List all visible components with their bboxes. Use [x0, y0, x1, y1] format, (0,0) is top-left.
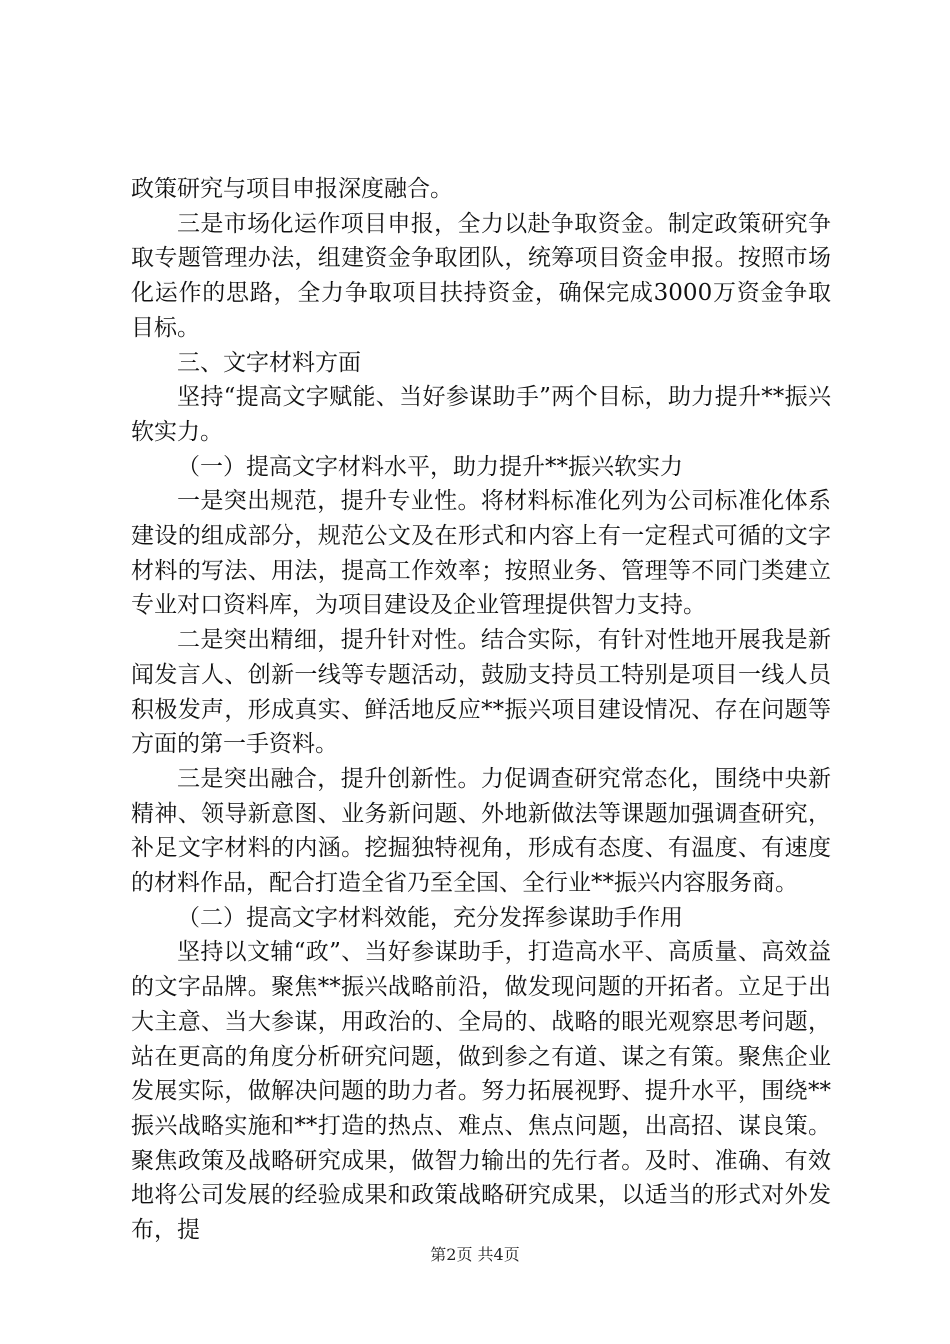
subsection-heading-1: （一）提高文字材料水平，助力提升**振兴软实力	[177, 453, 683, 480]
paragraph-7: 坚持以文辅“政”、当好参谋助手，打造高水平、高质量、高效益的文字品牌。聚焦**振兴战略前沿，做发现问题的开拓者。立足于出大主意、当大参谋，用政治的、全局的、战略的眼光观察思考问题，站在更高的角度分析研究问题，做到参之有道、谋之有策。聚焦企业发展实际，做解决问题的助力者。努力拓展视野、提升水平，围绕**振兴战略实施和**打造的热点、难点、焦点问题，出高招、谋良策。聚焦政策及战略研究成果，做智力输出的先行者。及时、准确、有效地将公司发展的经验成果和政策战略研究成果，以适当的形式对外发布，提	[131, 939, 831, 1244]
subsection-heading-2: （二）提高文字材料效能，充分发挥参谋助手作用	[177, 904, 683, 931]
page-footer: 第2页 共4页	[430, 1245, 520, 1264]
document-body	[131, 172, 831, 1248]
paragraph-2: 三是市场化运作项目申报，全力以赴争取资金。制定政策研究争取专题管理办法，组建资金争取团队，统筹项目资金申报。按照市场化运作的思路，全力争取项目扶持资金，确保完成3000万资金争取目标。	[131, 210, 831, 341]
paragraph-6: 三是突出融合，提升创新性。力促调查研究常态化，围绕中央新精神、领导新意图、业务新问题、外地新做法等课题加强调查研究，补足文字材料的内涵。挖掘独特视角，形成有态度、有温度、有速度的材料作品，配合打造全省乃至全国、全行业**振兴内容服务商。	[131, 765, 831, 897]
paragraph-5: 二是突出精细，提升针对性。结合实际，有针对性地开展我是新闻发言人、创新一线等专题活动，鼓励支持员工特别是项目一线人员积极发声，形成真实、鲜活地反应**振兴项目建设情况、存在问题等方面的第一手资料。	[131, 627, 831, 758]
paragraph-1: 政策研究与项目申报深度融合。	[131, 176, 453, 202]
paragraph-3: 坚持“提高文字赋能、当好参谋助手”两个目标，助力提升**振兴软实力。	[131, 384, 831, 445]
paragraph-4: 一是突出规范，提升专业性。将材料标准化列为公司标准化体系建设的组成部分，规范公文及在形式和内容上有一定程式可循的文字材料的写法、用法，提高工作效率；按照业务、管理等不同门类建立专业对口资料库，为项目建设及企业管理提供智力支持。	[131, 488, 831, 619]
section-heading: 三、文字材料方面	[177, 349, 361, 376]
